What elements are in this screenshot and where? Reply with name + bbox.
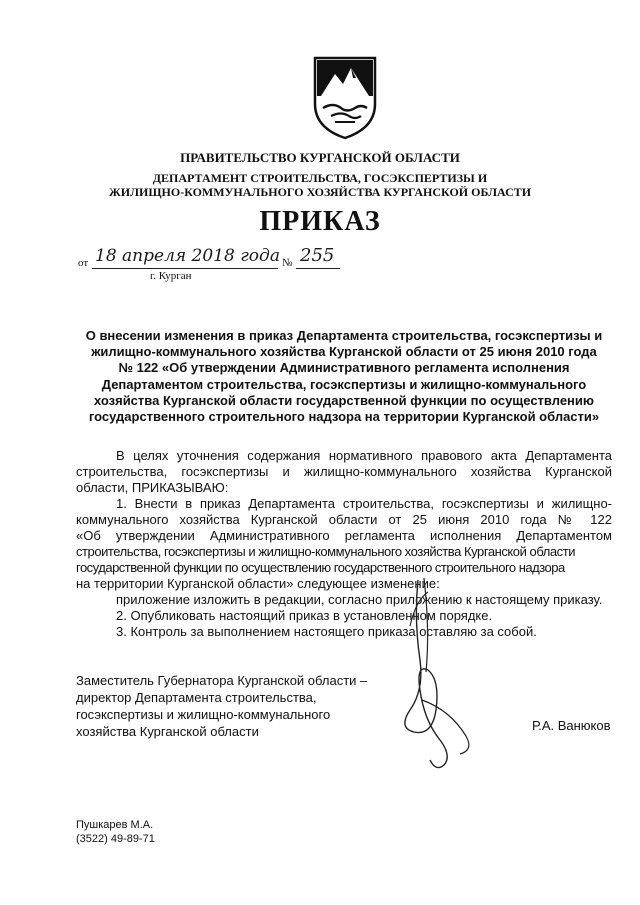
handwritten-signature <box>380 560 490 780</box>
subject-line: Департаментом строительства, госэкспертизы и жилищно-коммунального <box>101 376 587 392</box>
handwritten-number: 255 <box>300 245 335 266</box>
body-line: 1. Внести в приказ Департамента строительства, госэкспертизы и жилищно- <box>116 496 612 511</box>
body-line: «Об утверждении Административного регламента исполнения Департаментом <box>76 528 612 543</box>
department-name-line-1: ДЕПАРТАМЕНТ СТРОИТЕЛЬСТВА, ГОСЭКСПЕРТИЗЫ И <box>152 171 488 185</box>
body-line: строительства, госэкспертизы и жилищно-коммунального хозяйства Курганской области <box>76 544 576 559</box>
number-underline <box>296 268 340 269</box>
number-prefix: № <box>282 257 293 269</box>
government-name: ПРАВИТЕЛЬСТВО КУРГАНСКОЙ ОБЛАСТИ <box>180 150 460 165</box>
body-line: государственной функции по осуществлению государственного строительного надзора <box>76 560 565 575</box>
executor-name: Пушкарев М.А. <box>76 819 154 831</box>
order-subject <box>70 328 618 425</box>
signatory-position-line: директор Департамента строительства, <box>76 690 317 705</box>
subject-line: жилищно-коммунального хозяйства Курганской области от 25 июня 2010 года <box>91 344 597 360</box>
subject-line: хозяйства Курганской области государственной функции по осуществлению <box>93 392 595 408</box>
body-line: области, ПРИКАЗЫВАЮ: <box>76 480 229 495</box>
signatory-name: Р.А. Ванюков <box>532 718 611 733</box>
body-line: приложение изложить в редакции, согласно приложению к настоящему приказу. <box>116 592 603 607</box>
signatory-position-line: Заместитель Губернатора Курганской области – <box>76 673 368 688</box>
signatory-position-line: госэкспертизы и жилищно-коммунального <box>76 707 331 722</box>
coat-of-arms-icon <box>311 56 379 140</box>
body-line: В целях уточнения содержания нормативного правового акта Департамента <box>116 448 612 463</box>
date-prefix: от <box>78 257 89 269</box>
handwritten-date: 18 апреля 2018 года <box>95 246 280 266</box>
body-line: 3. Контроль за выполнением настоящего приказа оставляю за собой. <box>116 624 537 639</box>
department-name-line-2: ЖИЛИЩНО-КОММУНАЛЬНОГО ХОЗЯЙСТВА КУРГАНСКОЙ ОБЛАСТИ <box>108 185 532 199</box>
subject-line: О внесении изменения в приказ Департамента строительства, госэкспертизы и <box>85 328 603 343</box>
subject-line: государственного строительного надзора на территории Курганской области» <box>88 409 600 425</box>
body-line: коммунального хозяйства Курганской области от 25 июня 2010 года № 122 <box>76 512 612 527</box>
body-line: строительства, госэкспертизы и жилищно-коммунального хозяйства Курганской <box>76 464 612 479</box>
document-type-title: ПРИКАЗ <box>259 206 381 237</box>
body-line: на территории Курганской области» следующее изменение: <box>76 576 440 591</box>
subject-line: № 122 «Об утверждении Административного регламента исполнения <box>118 360 570 376</box>
signatory-position-line: хозяйства Курганской области <box>76 724 259 739</box>
place-of-issue: г. Курган <box>150 270 192 282</box>
body-line: 2. Опубликовать настоящий приказ в установленном порядке. <box>116 608 493 623</box>
date-underline <box>92 268 278 269</box>
executor-phone: (3522) 49-89-71 <box>76 833 155 845</box>
